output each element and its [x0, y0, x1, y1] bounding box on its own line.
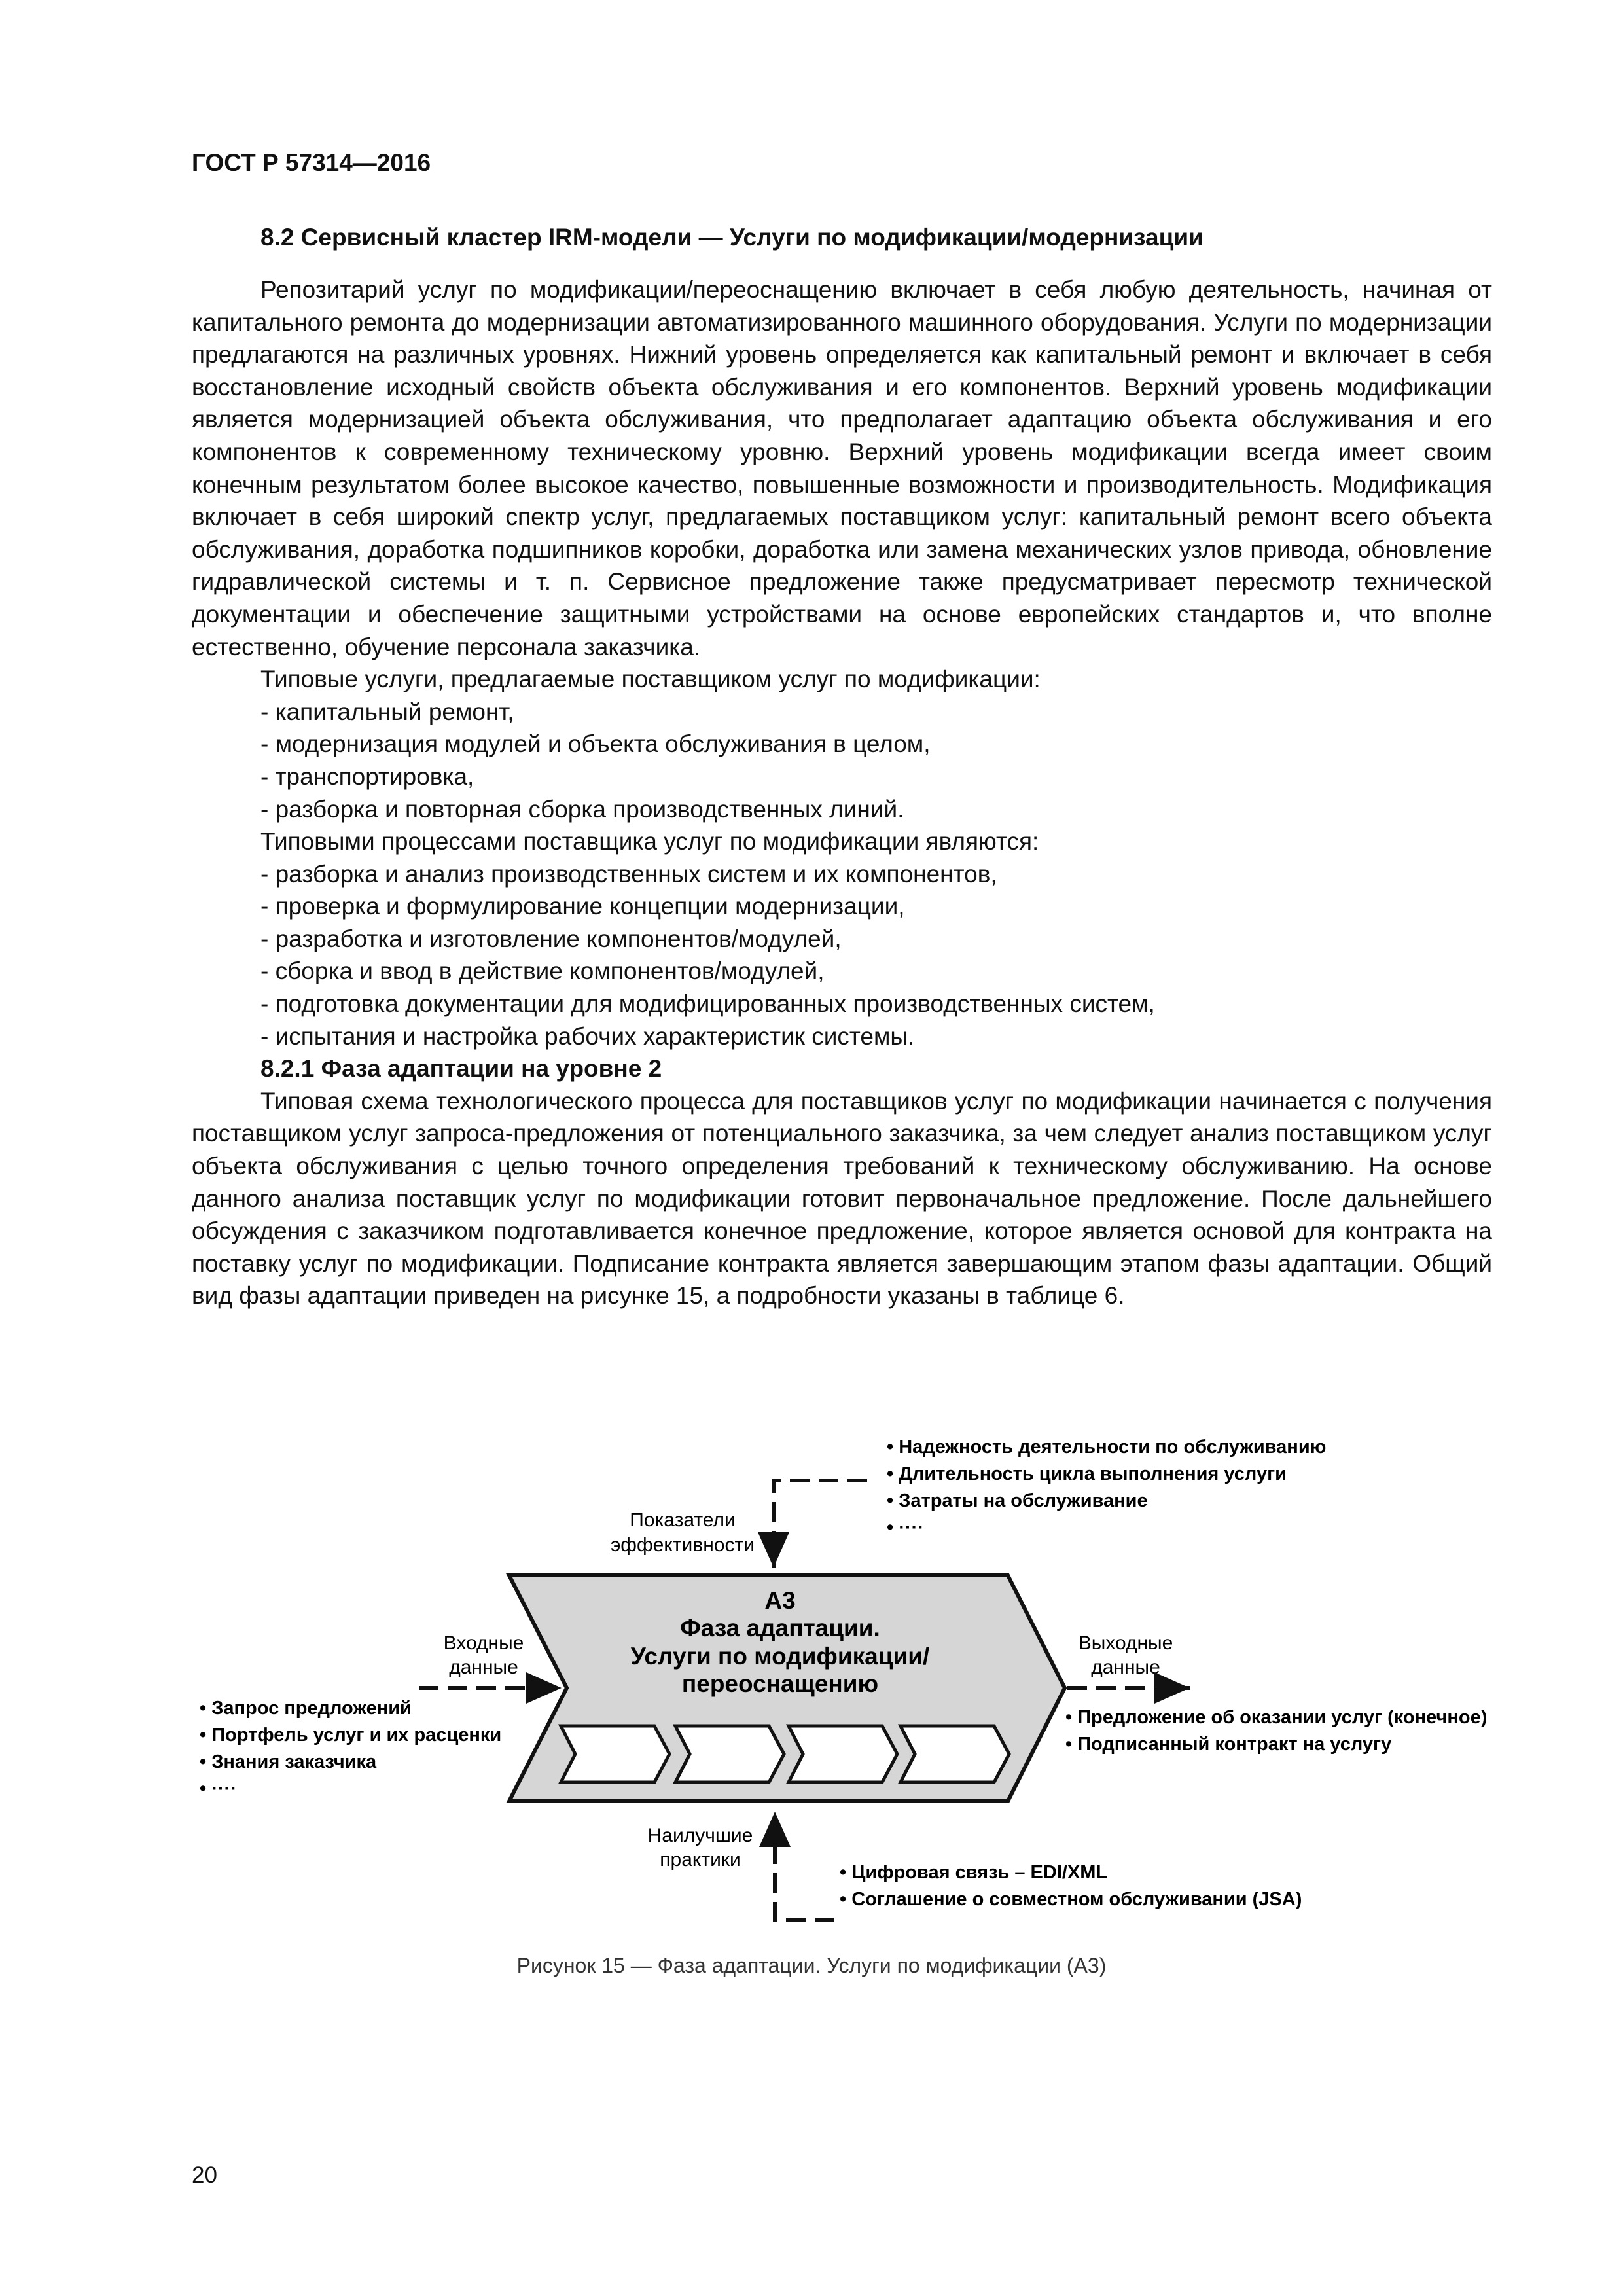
process-step-chevron [561, 1726, 669, 1782]
input-item: • ···· [200, 1778, 237, 1799]
practices-label: Наилучшие [647, 1825, 753, 1846]
phase-code: A3 [764, 1587, 796, 1614]
process-step-chevron [901, 1726, 1009, 1782]
phase-title: переоснащению [681, 1670, 879, 1697]
section-title: 8.2 Сервисный кластер IRM-модели — Услуги по модификации/модернизации [260, 224, 1204, 251]
phase-title: Услуги по модификации/ [630, 1643, 930, 1670]
document-header-code: ГОСТ Р 57314—2016 [192, 149, 431, 176]
subsection-title: 8.2.1 Фаза адаптации на уровне 2 [260, 1055, 662, 1083]
practices-arrow [775, 1812, 834, 1920]
metrics-item: • Длительность цикла выполнения услуги [887, 1463, 1287, 1484]
metrics-item: • Затраты на обслуживание [887, 1490, 1148, 1511]
output-item: • Подписанный контракт на услугу [1065, 1734, 1392, 1755]
practices-item: • Цифровая связь – EDI/XML [840, 1862, 1108, 1883]
list-item: - модернизация модулей и объекта обслуживания в целом, [260, 730, 931, 758]
process-step-chevron [789, 1726, 897, 1782]
adaptation-phase-diagram [0, 1407, 1623, 1944]
processes-intro: Типовыми процессами поставщика услуг по модификации являются: [260, 828, 1039, 855]
services-intro: Типовые услуги, предлагаемые поставщиком услуг по модификации: [260, 666, 1041, 693]
list-item: - разработка и изготовление компонентов/модулей, [260, 925, 842, 952]
output-label: Выходные [1078, 1632, 1173, 1654]
metrics-label: эффективности [610, 1534, 755, 1556]
list-item: - проверка и формулирование концепции модернизации, [260, 893, 905, 920]
list-item: - разборка и повторная сборка производственных линий. [260, 795, 904, 823]
body-text [192, 274, 1492, 1312]
practices-item: • Соглашение о совместном обслуживании (JSA) [840, 1889, 1302, 1910]
page-number: 20 [192, 2162, 217, 2188]
input-item: • Портфель услуг и их расценки [200, 1725, 502, 1746]
metrics-label: Показатели [630, 1509, 736, 1531]
metrics-item: • Надежность деятельности по обслуживанию [887, 1437, 1327, 1458]
practices-label: практики [660, 1849, 741, 1871]
input-label: Входные [443, 1632, 524, 1654]
list-item: - капитальный ремонт, [260, 698, 514, 725]
list-item: - испытания и настройка рабочих характеристик системы. [260, 1022, 915, 1050]
input-label: данные [449, 1657, 518, 1678]
subsection-paragraph: Типовая схема технологического процесса для поставщиков услуг по модификации начинается с получения поставщиком услуг запроса-предложения от потенциального заказчика, за чем следует анализ поставщиком услуг объекта обслуживания с целью точного определения требований к техническому обслуживанию. На основе данного анализа поставщик услуг по модификации готовит первоначальное предложение. После дальнейшего обсуждения с заказчиком подготавливается конечное предложение, которое является основой для контракта на поставку услуг по модификации. Подписание контракта является завершающим этапом фазы адаптации. Общий вид фазы адаптации приведен на рисунке 15, а подробности указаны в таблице 6. [192, 1087, 1492, 1310]
process-step-chevron [675, 1726, 784, 1782]
list-item: - подготовка документации для модифицированных производственных систем, [260, 990, 1155, 1018]
figure-caption: Рисунок 15 — Фаза адаптации. Услуги по модификации (A3) [516, 1954, 1107, 1977]
list-item: - сборка и ввод в действие компонентов/модулей, [260, 958, 825, 985]
output-label: данные [1091, 1657, 1160, 1678]
phase-title: Фаза адаптации. [680, 1615, 880, 1641]
list-item: - разборка и анализ производственных систем и их компонентов, [260, 860, 997, 888]
list-item: - транспортировка, [260, 762, 474, 790]
input-item: • Знания заказчика [200, 1751, 377, 1772]
output-item: • Предложение об оказании услуг (конечное) [1065, 1707, 1488, 1728]
metrics-item: • ···· [887, 1517, 924, 1538]
intro-paragraph: Репозитарий услуг по модификации/переоснащению включает в себя любую деятельность, начиная от капитального ремонта до модернизации автоматизированного машинного оборудования. Услуги по модернизации предлагаются на различных уровнях. Нижний уровень определяется как капитальный ремонт и включает в себя восстановление исходный свойств объекта обслуживания и его компонентов. Верхний уровень модификации является модернизацией объекта обслуживания, что предполагает адаптацию объекта обслуживания и его компонентов к современному техническому уровню. Верхний уровень модификации всегда имеет своим конечным результатом более высокое качество, повышенные возможности и производительность. Модификация включает в себя широкий спектр услуг, предлагаемых поставщиком услуг: капитальный ремонт всего объекта обслуживания, доработка подшипников коробки, доработка или замена механических узлов привода, обновление гидравлической системы и т. п. Сервисное предложение также предусматривает пересмотр технической документации и обеспечение защитными устройствами на основе европейских стандартов и, что вполне естественно, обучение персонала заказчика. [192, 276, 1492, 660]
metrics-arrow [774, 1480, 867, 1568]
input-item: • Запрос предложений [200, 1698, 412, 1719]
